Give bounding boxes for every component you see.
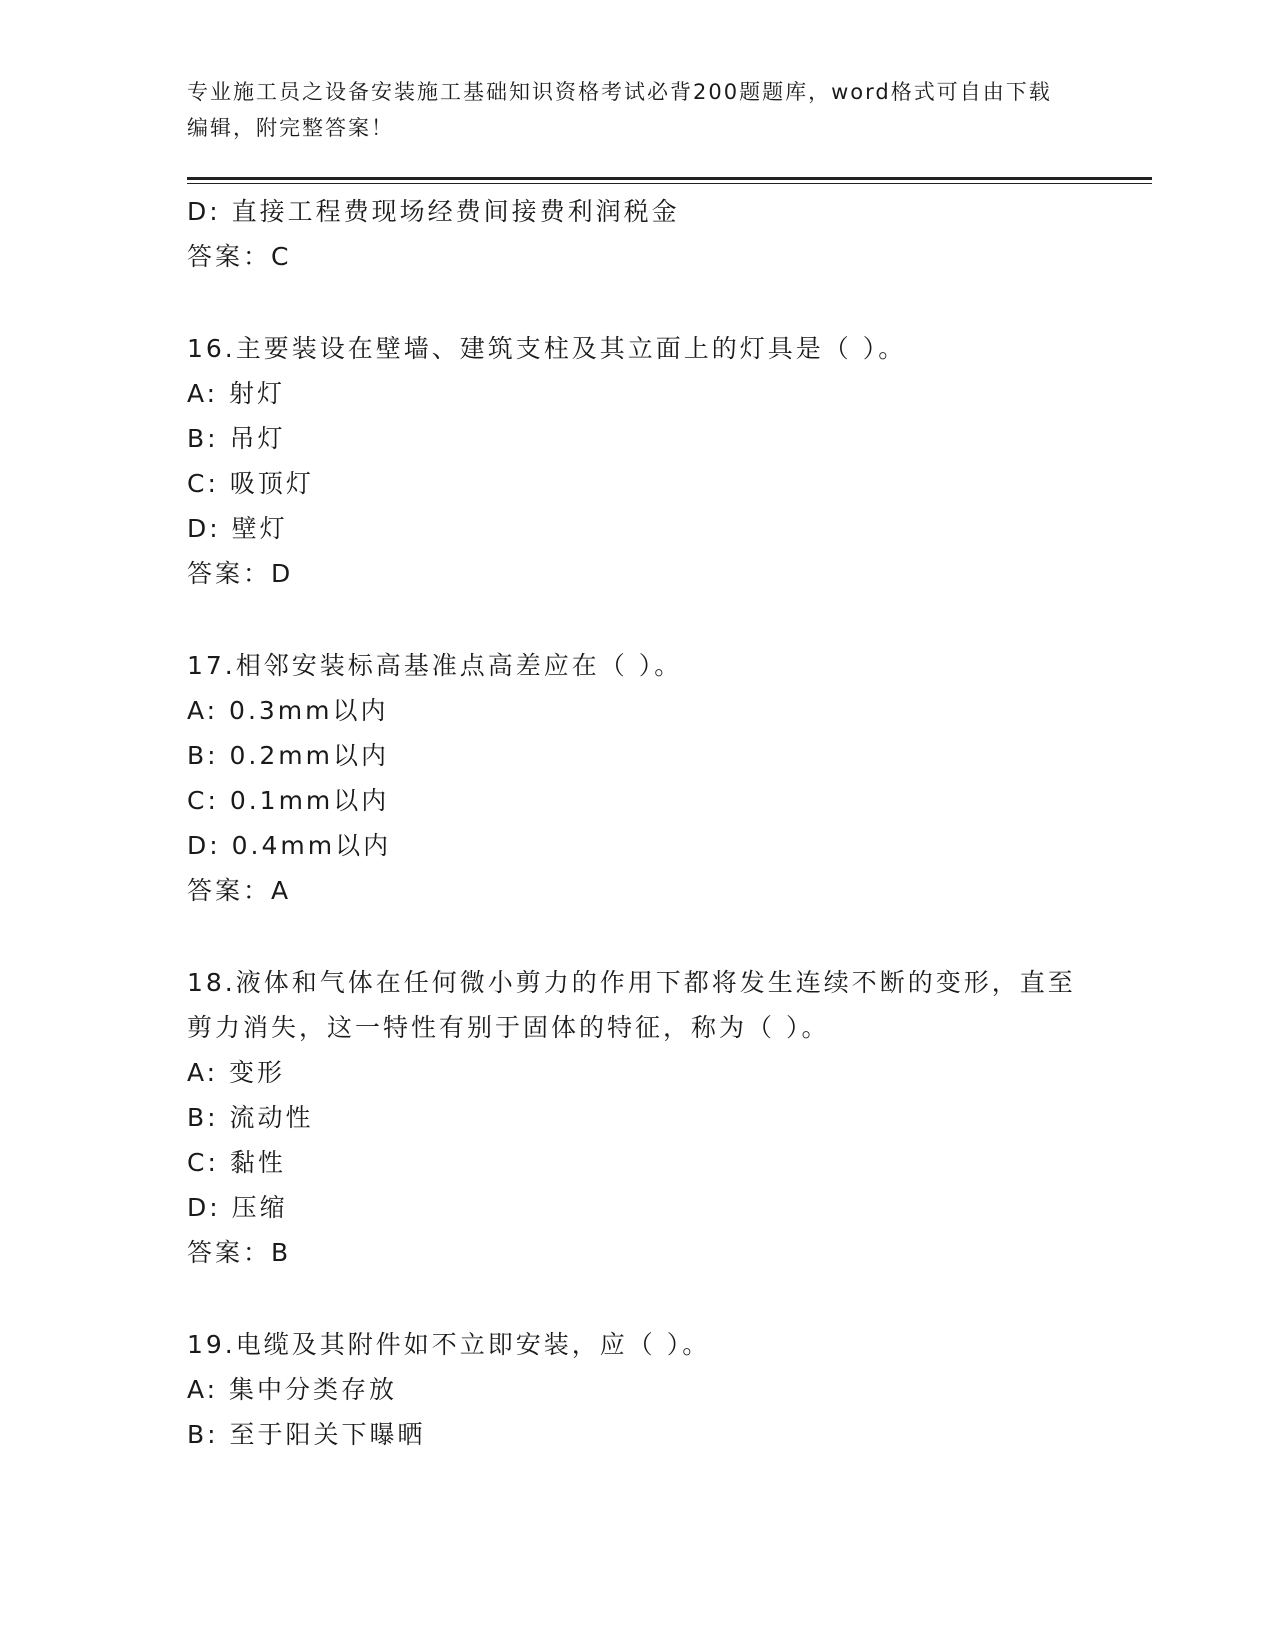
option-b: B: 吊灯 (187, 424, 286, 453)
option-c: C: 吸顶灯 (187, 469, 314, 498)
question-16 (187, 326, 1087, 596)
option-b: B: 至于阳关下曝晒 (187, 1420, 426, 1449)
option-d: D: 压缩 (187, 1193, 288, 1222)
option-a: A: 变形 (187, 1058, 286, 1087)
question-stem: 16.主要装设在壁墙、建筑支柱及其立面上的灯具是（ ）。 (187, 334, 907, 363)
prev-answer: 答案：C (187, 242, 292, 271)
question-17 (187, 643, 1087, 913)
option-c: C: 黏性 (187, 1148, 286, 1177)
question-stem: 18.液体和气体在任何微小剪力的作用下都将发生连续不断的变形，直至剪力消失，这一特性有别于固体的特征，称为（ ）。 (187, 968, 1076, 1042)
document-header: 专业施工员之设备安装施工基础知识资格考试必背200题题库，word格式可自由下载编辑，附完整答案！ (187, 80, 1052, 140)
question-stem: 19.电缆及其附件如不立即安装，应（ ）。 (187, 1330, 711, 1359)
header-rule-thin (187, 183, 1152, 184)
option-b: B: 0.2mm以内 (187, 741, 389, 770)
question-list (187, 189, 1087, 1457)
option-a: A: 0.3mm以内 (187, 696, 389, 725)
option-a: A: 射灯 (187, 379, 286, 408)
question-19 (187, 1322, 1087, 1457)
option-a: A: 集中分类存放 (187, 1375, 398, 1404)
question-stem: 17.相邻安装标高基准点高差应在（ ）。 (187, 651, 683, 680)
option-c: C: 0.1mm以内 (187, 786, 390, 815)
header-rule-thick (187, 177, 1152, 180)
prev-option-d: D: 直接工程费现场经费间接费利润税金 (187, 197, 680, 226)
option-d: D: 壁灯 (187, 514, 288, 543)
question-18 (187, 960, 1087, 1275)
answer: 答案：B (187, 1238, 292, 1267)
option-b: B: 流动性 (187, 1103, 314, 1132)
option-d: D: 0.4mm以内 (187, 831, 392, 860)
answer: 答案：D (187, 559, 294, 588)
answer: 答案：A (187, 876, 292, 905)
